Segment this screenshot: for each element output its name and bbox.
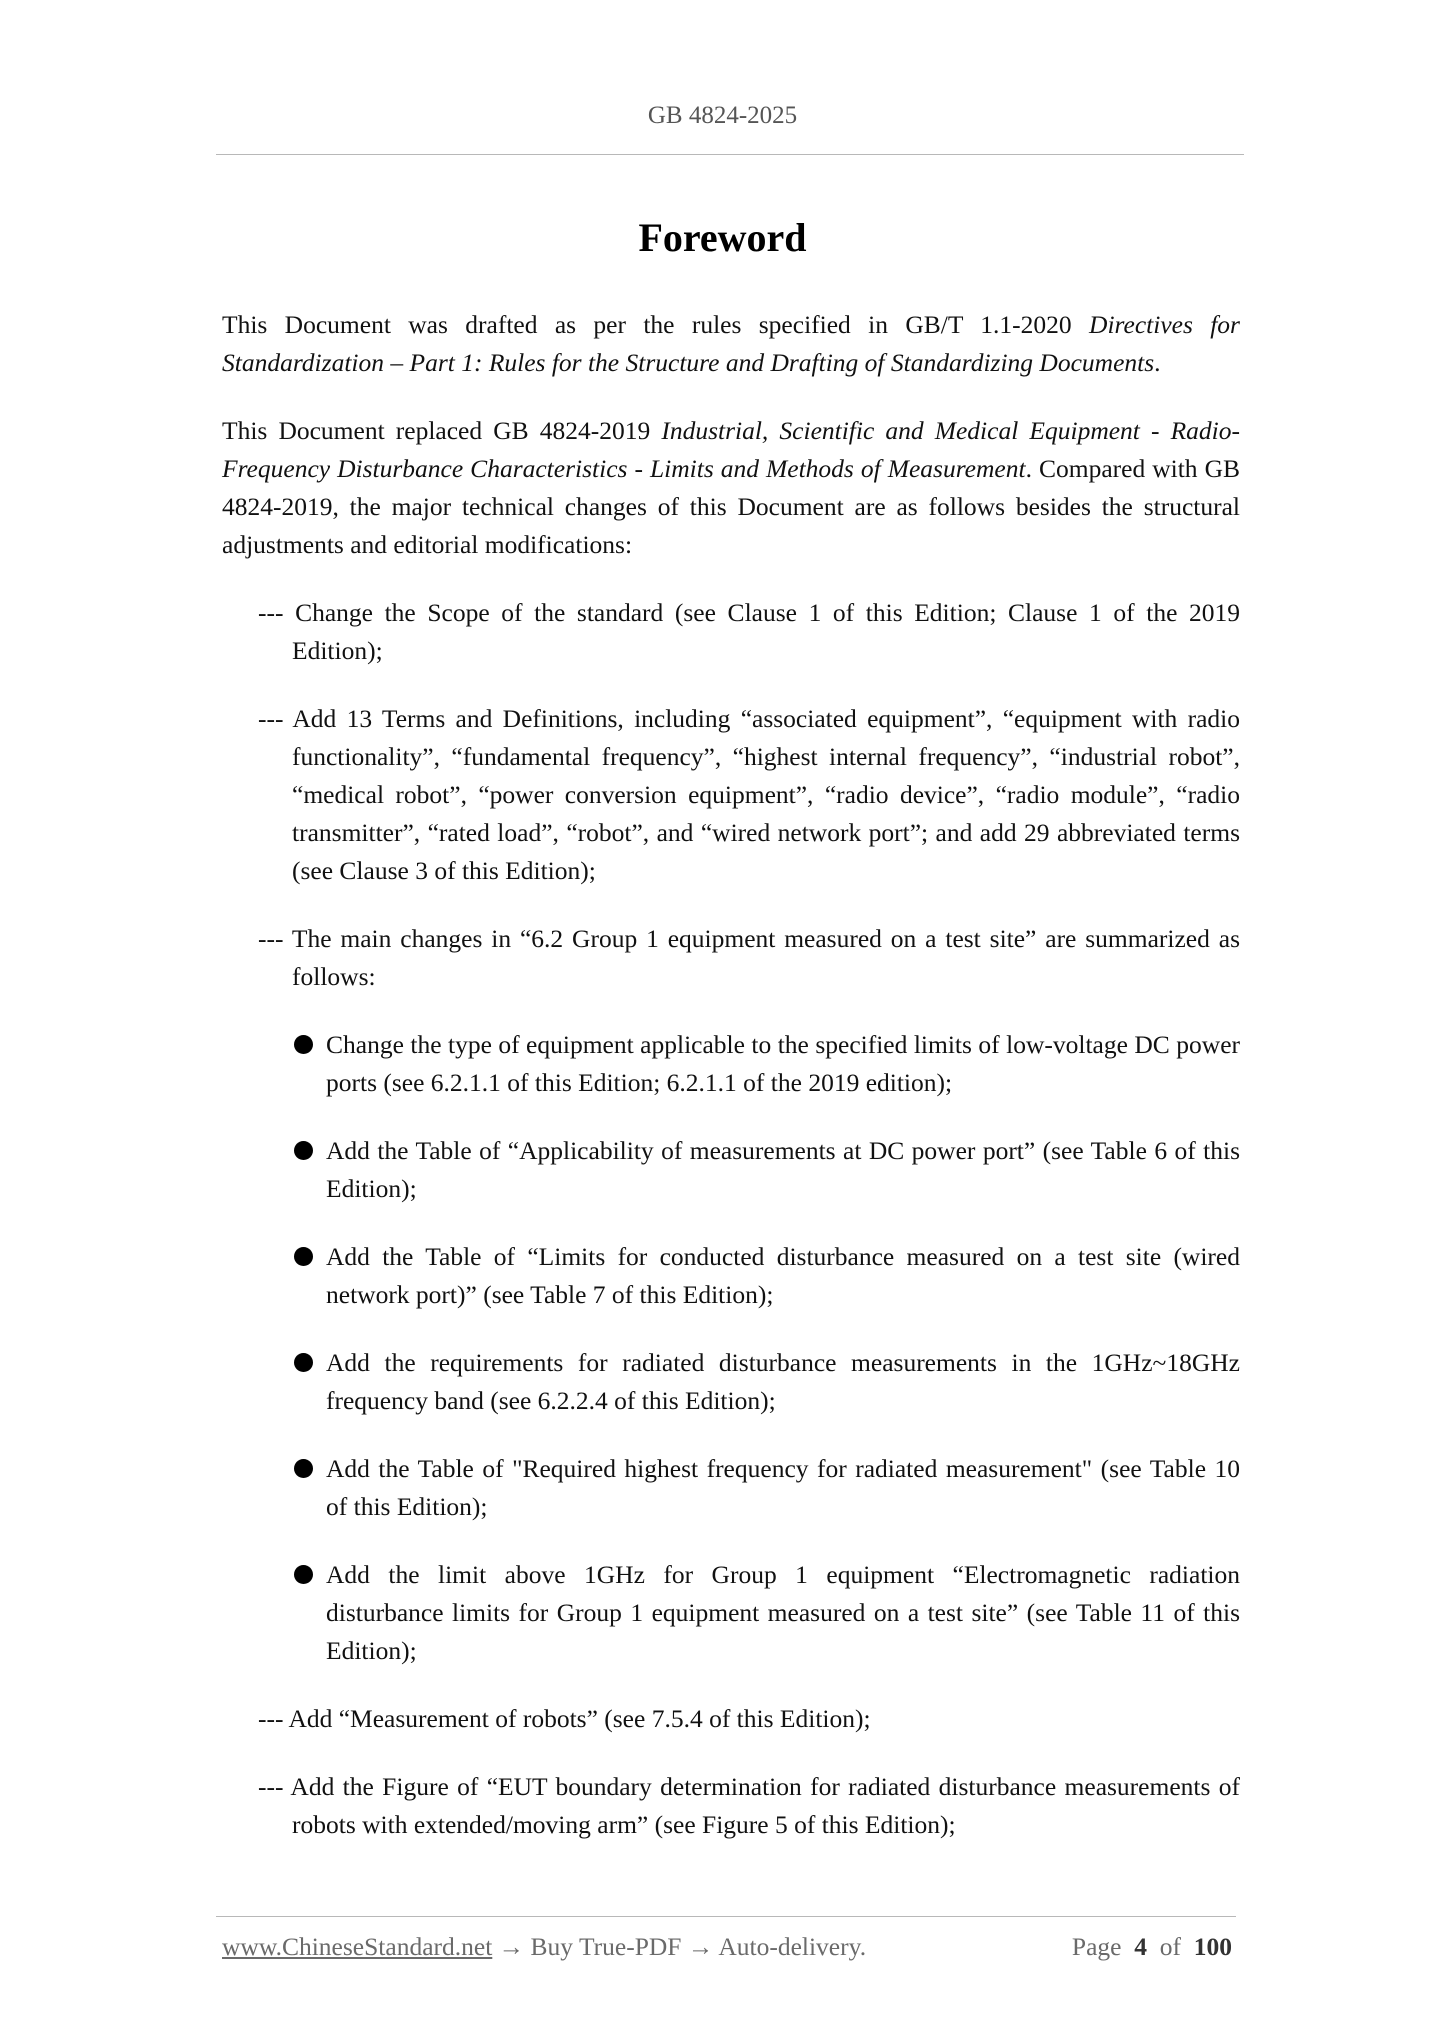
paragraph-replacement	[222, 412, 1240, 564]
change-item-eut-figure: --- Add the Figure of “EUT boundary determination for radiated disturbance measurements of robots with extended/moving arm” (see Figure 5 of this Edition);	[258, 1772, 1240, 1839]
change-item-robots: --- Add “Measurement of robots” (see 7.5.4 of this Edition);	[258, 1704, 871, 1733]
current-page-number: 4	[1134, 1932, 1147, 1961]
paragraph-text: This Document replaced GB 4824-2019	[222, 416, 662, 445]
bullet-dot-icon	[294, 1141, 313, 1160]
bullet-text: Add the Table of "Required highest frequency for radiated measurement" (see Table 10 of this Edition);	[326, 1454, 1240, 1521]
arrow-right-icon: →	[687, 1932, 714, 1961]
bullet-item	[222, 1344, 1240, 1420]
change-item-terms: --- Add 13 Terms and Definitions, including “associated equipment”, “equipment with radio functionality”, “fundamental frequency”, “highest internal frequency”, “industrial robot”, “medical robot”, “power conversion equipment”, “radio device”, “radio module”, “radio transmitter”, “rated load”, “robot”, and “wired network port”; and add 29 abbreviated terms (see Clause 3 of this Edition);	[258, 704, 1240, 885]
bullet-text: Add the requirements for radiated disturbance measurements in the 1GHz~18GHz frequency band (see 6.2.2.4 of this Edition);	[326, 1348, 1240, 1415]
footer-divider	[216, 1916, 1236, 1917]
bullet-dot-icon	[294, 1247, 313, 1266]
bullet-item	[222, 1450, 1240, 1526]
total-pages: 100	[1193, 1932, 1232, 1961]
bullet-item	[222, 1132, 1240, 1208]
auto-delivery-text: Auto-delivery.	[718, 1932, 867, 1961]
bullet-item	[222, 1556, 1240, 1670]
change-item-scope: --- Change the Scope of the standard (see Clause 1 of this Edition; Clause 1 of the 2019 Edition);	[258, 598, 1240, 665]
cited-standard-title: Directives for Standardization – Part 1: Rules for the Structure and Drafting of Standardizing Documents	[222, 310, 1240, 377]
paragraph-text: . Compared with GB 4824-2019, the major technical changes of this Document are as follows besides the structural adjustments and editorial modifications:	[222, 454, 1240, 559]
website-link[interactable]: www.ChineseStandard.net	[222, 1932, 493, 1961]
header-divider	[216, 154, 1244, 155]
paragraph-text: This Document was drafted as per the rules specified in GB/T 1.1-2020	[222, 310, 1090, 339]
arrow-right-icon: →	[498, 1932, 525, 1961]
bullet-dot-icon	[294, 1035, 313, 1054]
paragraph-text: .	[1154, 348, 1161, 377]
bullet-item	[222, 1238, 1240, 1314]
paragraph-drafting-rules	[222, 306, 1240, 382]
page-label: Page	[1071, 1932, 1122, 1961]
change-item-group1: --- The main changes in “6.2 Group 1 equipment measured on a test site” are summarized as follows:	[258, 924, 1240, 991]
bullet-text: Add the Table of “Limits for conducted disturbance measured on a test site (wired network port)” (see Table 7 of this Edition);	[326, 1242, 1240, 1309]
bullet-item	[222, 1026, 1240, 1102]
bullet-text: Add the Table of “Applicability of measurements at DC power port” (see Table 6 of this Edition);	[326, 1136, 1240, 1203]
of-label: of	[1159, 1932, 1181, 1961]
section-title: Foreword	[638, 215, 807, 260]
bullet-text: Change the type of equipment applicable to the specified limits of low-voltage DC power ports (see 6.2.1.1 of this Edition; 6.2.1.1 of the 2019 edition);	[326, 1030, 1240, 1097]
document-body	[222, 306, 1240, 1874]
page-counter	[1072, 1932, 1232, 1962]
cited-standard-title: Industrial, Scientific and Medical Equipment - Radio-Frequency Disturbance Characteristics - Limits and Methods of Measurement	[222, 416, 1240, 483]
footer-promo	[222, 1932, 866, 1962]
bullet-dot-icon	[294, 1353, 313, 1372]
bullet-dot-icon	[294, 1459, 313, 1478]
bullet-text: Add the limit above 1GHz for Group 1 equipment “Electromagnetic radiation disturbance limits for Group 1 equipment measured on a test site” (see Table 11 of this Edition);	[326, 1560, 1240, 1665]
buy-pdf-text: Buy True-PDF	[530, 1932, 682, 1961]
bullet-dot-icon	[294, 1565, 313, 1584]
document-header-code: GB 4824-2025	[647, 102, 798, 129]
